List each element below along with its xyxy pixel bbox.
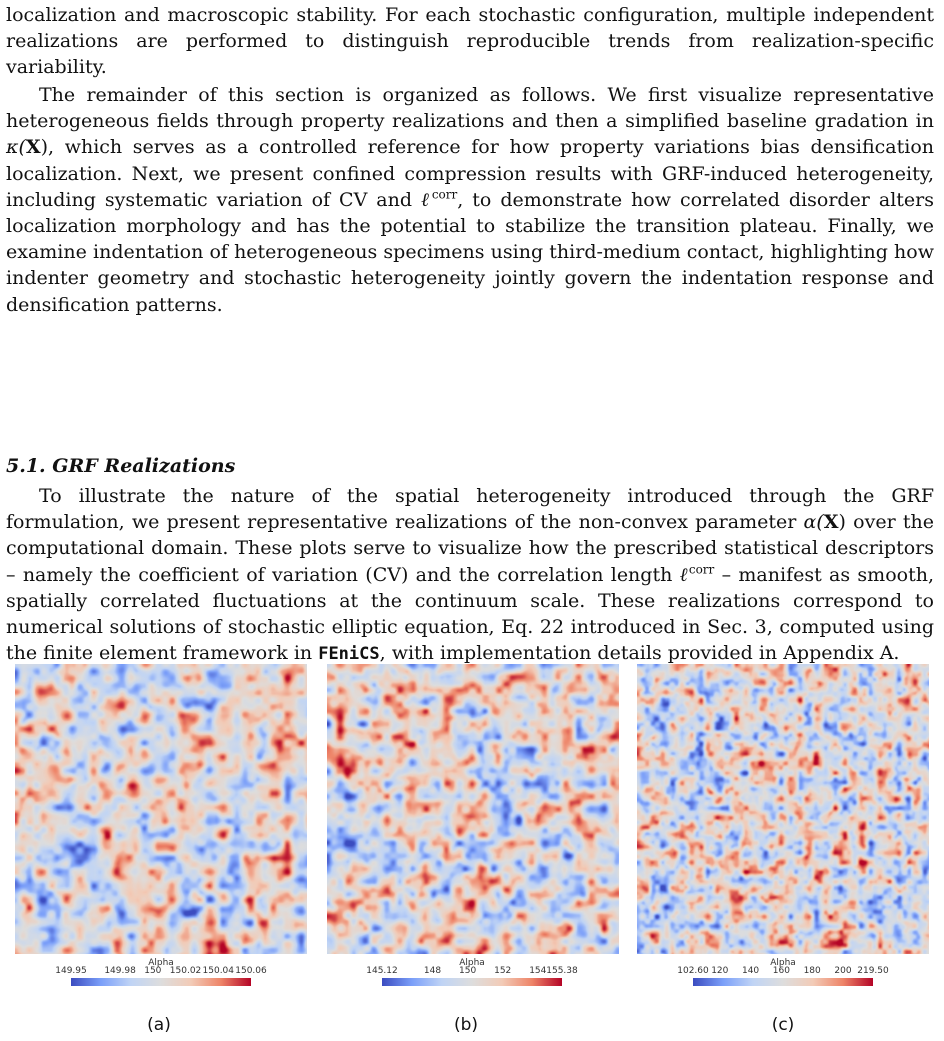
grf-field-image xyxy=(327,664,619,954)
colorbar-tick-label: 155.38 xyxy=(546,966,578,976)
colorbar-tick-label: 180 xyxy=(803,966,821,976)
colorbar-b xyxy=(366,958,578,1008)
grf-text-2: ) over the computational domain. These plots serve to visualize how the prescribed statistical descriptors – namely the coefficient of variation (CV) and the correlation length xyxy=(6,511,934,586)
colorbar-tick-label: 149.98 xyxy=(104,966,136,976)
colorbar-tick-label: 140 xyxy=(741,966,760,976)
ell-symbol: ℓ xyxy=(420,188,432,211)
colorbar-ticks xyxy=(55,966,267,978)
colorbar-tick-label: 154 xyxy=(529,966,547,976)
colorbar-tick-label: 102.60 xyxy=(677,966,709,976)
colorbar-tick-label: 150.02 xyxy=(169,966,202,976)
colorbar-title: Alpha xyxy=(148,958,174,968)
intro-text: localization and macroscopic stability. For each stochastic configuration, multiple independent realizations are performed to distinguish reproducible trends from realization-specific variability. xyxy=(6,4,934,79)
paragraph-intro xyxy=(6,2,934,81)
section-heading: 5.1. GRF Realizations xyxy=(6,455,236,477)
position-vector-X: X xyxy=(25,136,41,159)
ell-symbol: ℓ xyxy=(679,563,689,586)
grf-text-4: , with implementation details provided in Appendix A. xyxy=(379,642,900,665)
corr-superscript: corr xyxy=(431,187,458,202)
colorbar-ticks xyxy=(677,966,889,978)
outline-text-3: , to demonstrate how correlated disorder alters localization morphology and has the potential to stabilize the transition plateau. Finally, we examine indentation of heterogeneous specimens using third-medium contact, highlighting how indenter geometry and stochastic heterogeneity jointly govern the indentation response and densification patterns. xyxy=(6,188,934,316)
caption-a: (a) xyxy=(147,1015,171,1035)
colorbar-c xyxy=(677,958,889,1008)
colorbar-title: Alpha xyxy=(770,958,796,968)
colorbar-tick-label: 150.04 xyxy=(202,966,235,976)
colorbar-tick-label: 150.06 xyxy=(235,966,267,976)
outline-text-1: The remainder of this section is organized as follows. We first visualize representative heterogeneous fields through property realizations and then a simplified baseline gradation in xyxy=(6,84,934,133)
corr-superscript: corr xyxy=(688,562,715,577)
kappa-symbol: κ( xyxy=(6,136,26,159)
paragraph-grf xyxy=(6,483,934,667)
fenics-code: FEniCS xyxy=(318,644,380,665)
colorbar-a xyxy=(55,958,267,1008)
outline-text-2: ), which serves as a controlled reference for how property variations bias densification localization. Next, we present confined compression results with GRF-induced heterogeneity, including systematic variation of CV and xyxy=(6,136,934,211)
colorbar-tick-label: 149.95 xyxy=(55,966,87,976)
colorbar-ticks xyxy=(366,966,578,978)
colorbar-tick-label: 160 xyxy=(772,966,790,976)
colorbar-gradient xyxy=(693,978,873,986)
colorbar-tick-label: 148 xyxy=(423,966,442,976)
grf-panel-b xyxy=(327,664,619,954)
colorbar-title: Alpha xyxy=(459,958,485,968)
grf-field-image xyxy=(637,664,929,954)
grf-panel-c xyxy=(637,664,929,954)
caption-b: (b) xyxy=(453,1015,479,1035)
grf-panel-a xyxy=(15,664,307,954)
colorbar-gradient xyxy=(71,978,251,986)
colorbar-tick-label: 219.50 xyxy=(857,966,889,976)
caption-c: (c) xyxy=(771,1015,795,1035)
colorbar-gradient xyxy=(382,978,562,986)
colorbar-tick-label: 120 xyxy=(711,966,729,976)
position-vector-X: X xyxy=(823,511,839,534)
alpha-symbol: α( xyxy=(803,511,824,534)
colorbar-tick-label: 152 xyxy=(494,966,512,976)
colorbar-tick-label: 200 xyxy=(834,966,852,976)
grf-field-image xyxy=(15,664,307,954)
paragraph-outline xyxy=(6,82,934,318)
colorbar-tick-label: 150 xyxy=(459,966,477,976)
grf-text-1: To illustrate the nature of the spatial heterogeneity introduced through the GRF formulation, we present representative realizations of the non-convex parameter xyxy=(6,485,934,534)
grf-text-3: – manifest as smooth, spatially correlated fluctuations at the continuum scale. These realizations correspond to numerical solutions of stochastic elliptic equation, Eq. 22 introduced in Sec. 3, computed using the finite element framework in xyxy=(6,563,934,665)
colorbar-tick-label: 150 xyxy=(144,966,162,976)
colorbar-tick-label: 145.12 xyxy=(366,966,398,976)
